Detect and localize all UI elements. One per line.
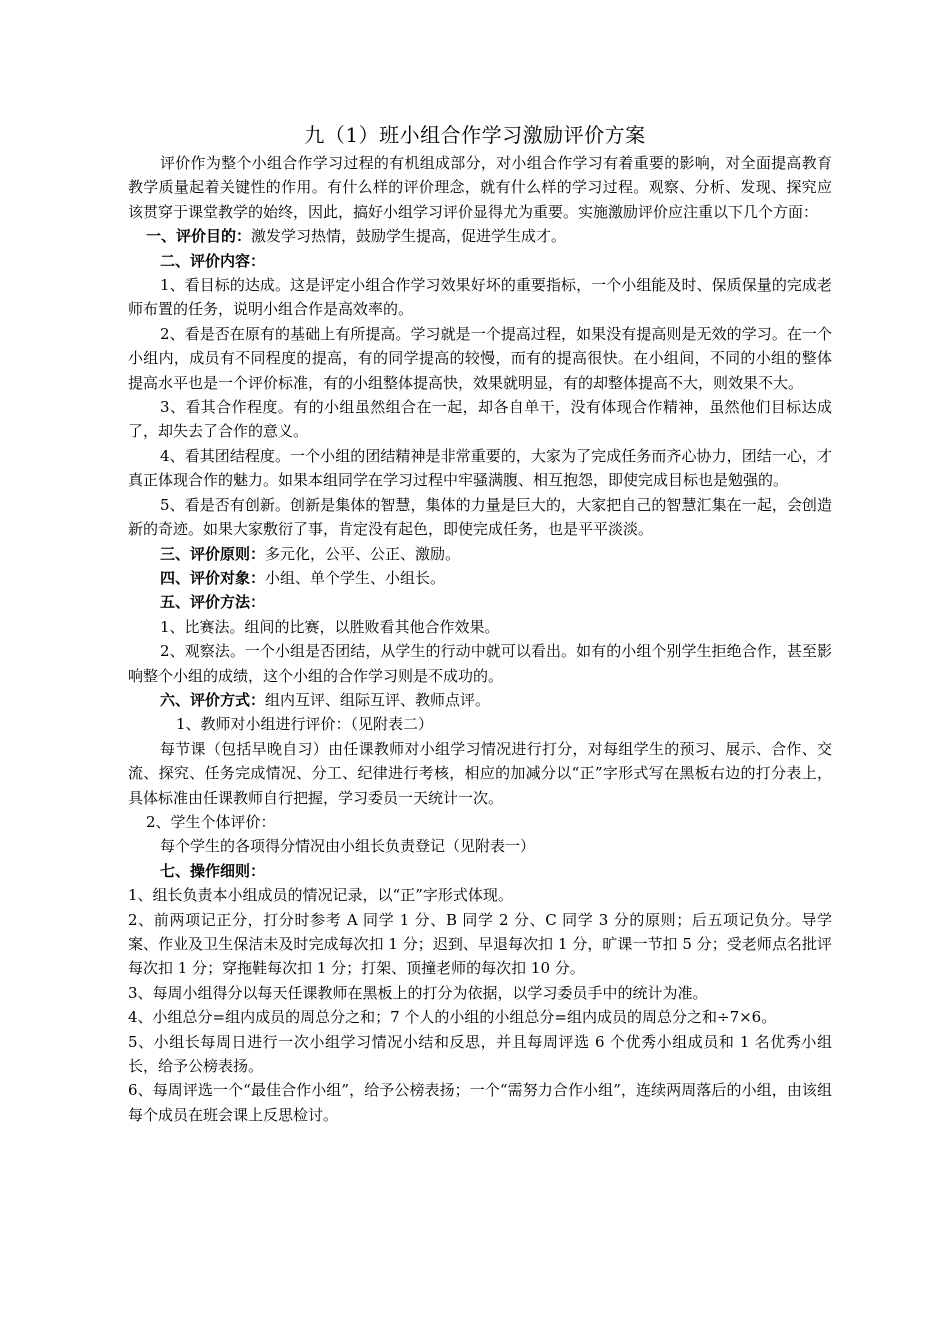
rule-item: 1、组长负责本小组成员的情况记录，以“正”字形式体现。 [128,886,513,905]
section-rules-heading: 七、操作细则： [160,861,266,880]
rule-item: 3、每周小组得分以每天任课教师在黑板上的打分为依据，以学习委员手中的统计为准。 [128,983,708,1002]
teacher-evaluation-text: 每节课（包括早晚自习）由任课教师对小组学习情况进行打分，对每组学生的预习、展示、合作、交流、探究、任务完成情况、分工、纪律进行考核，相应的加减分以“正”字形式写在黑板右边的打分表上，具体标准由任课教师自行把握，学习委员一天统计一次。 [128,739,832,807]
section-heading: 四、评价对象： [160,568,266,587]
section-form [128,688,832,712]
content-item: 4、看其团结程度。一个小组的团结精神是非常重要的，大家为了完成任务而齐心协力，团结一心，才真正体现合作的魅力。如果本组同学在学习过程中牢骚满腹、相互抱怨，即使完成目标也是勉强的。 [128,446,832,490]
document-body [128,151,832,1127]
section-text: 小组、单个学生、小组长。 [265,568,446,587]
section-heading: 六、评价方式： [160,690,266,709]
student-evaluation-text: 每个学生的各项得分情况由小组长负责登记（见附表一） [160,837,536,856]
rule-item: 6、每周评选一个“最佳合作小组”，给予公榜表扬；一个“需努力合作小组”，连续两周落后的小组，由该组每个成员在班会课上反思检讨。 [128,1081,832,1124]
rule-item: 2、前两项记正分，打分时参考 A 同学 1 分、B 同学 2 分、C 同学 3 分的原则；后五项记负分。导学案、作业及卫生保洁未及时完成每次扣 1 分；迟到、早退每次扣 1 分，旷课一节扣 5 分；受老师点名批评每次扣 1 分；穿拖鞋每次扣 1 分；打架、顶撞老师的每次扣 10 分。 [128,910,832,978]
section-purpose [128,224,832,248]
content-item: 3、看其合作程度。有的小组虽然组合在一起，却各自单干，没有体现合作精神，虽然他们目标达成了，却失去了合作的意义。 [128,398,832,441]
section-heading: 三、评价原则： [160,544,266,563]
section-principle [128,542,832,566]
section-target [128,566,832,590]
rule-item: 4、小组总分=组内成员的周总分之和；7 个人的小组的小组总分=组内成员的周总分之和÷7×6。 [128,1008,777,1027]
method-item: 2、观察法。一个小组是否团结，从学生的行动中就可以看出。如有的小组个别学生拒绝合作，甚至影响整个小组的成绩，这个小组的合作学习则是不成功的。 [128,642,832,685]
section-method-heading: 五、评价方法： [160,593,266,612]
rule-item: 5、小组长每周日进行一次小组学习情况小结和反思，并且每周评选 6 个优秀小组成员和 1 名优秀小组长，给予公榜表扬。 [128,1032,832,1076]
section-text: 多元化，公平、公正、激励。 [265,544,461,563]
section-heading: 一、评价目的： [146,227,252,246]
intro-paragraph: 评价作为整个小组合作学习过程的有机组成部分，对小组合作学习有着重要的影响，对全面提高教育教学质量起着关键性的作用。有什么样的评价理念，就有什么样的学习过程。观察、分析、发现、探究应该贯穿于课堂教学的始终，因此，搞好小组学习评价显得尤为重要。实施激励评价应注重以下几个方面： [128,154,832,221]
teacher-evaluation-title: 1、教师对小组进行评价：（见附表二） [176,715,434,734]
content-item: 1、看目标的达成。这是评定小组合作学习效果好坏的重要指标，一个小组能及时、保质保量的完成老师布置的任务，说明小组合作是高效率的。 [128,276,832,319]
section-text: 激发学习热情，鼓励学生提高，促进学生成才。 [251,227,567,246]
section-text: 组内互评、组际互评、教师点评。 [265,690,491,709]
method-item: 1、比赛法。组间的比赛，以胜败看其他合作效果。 [160,617,500,636]
content-item: 5、看是否有创新。创新是集体的智慧，集体的力量是巨大的，大家把自己的智慧汇集在一起，会创造新的奇迹。如果大家敷衍了事，肯定没有起色，即使完成任务，也是平平淡淡。 [128,495,832,539]
document-title: 九（1）班小组合作学习激励评价方案 [304,123,646,147]
section-content-heading: 二、评价内容： [160,251,266,270]
content-item: 2、看是否在原有的基础上有所提高。学习就是一个提高过程，如果没有提高则是无效的学习。在一个小组内，成员有不同程度的提高，有的同学提高的较慢，而有的提高很快。在小组间，不同的小组的整体提高水平也是一个评价标准，有的小组整体提高快，效果就明显，有的却整体提高不大，则效果不大。 [128,324,832,392]
student-evaluation-title: 2、学生个体评价： [146,812,276,831]
